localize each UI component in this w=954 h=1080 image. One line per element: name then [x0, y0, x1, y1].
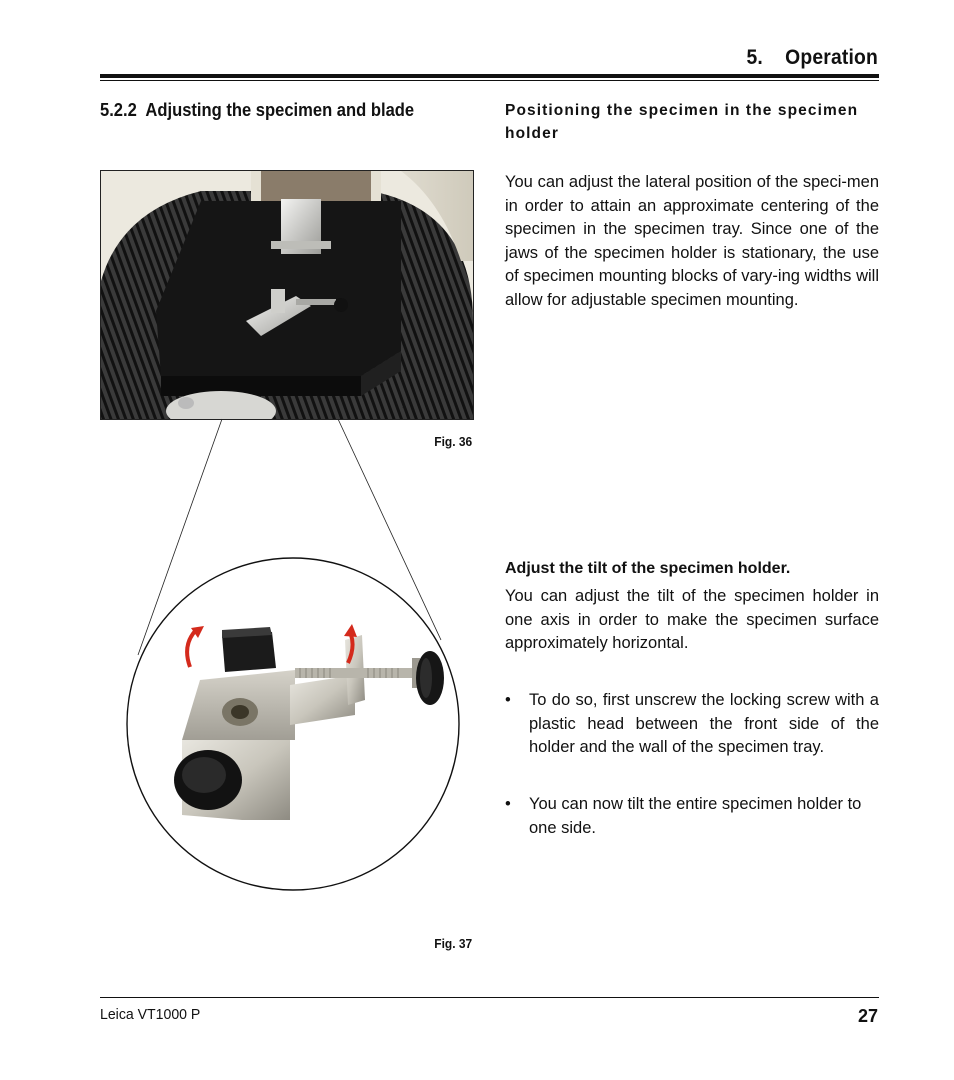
- figure-37-photo: [100, 470, 480, 900]
- bullet-item-1: [505, 689, 879, 760]
- figure-36-label: Fig. 36: [434, 434, 472, 449]
- tilt-section: [505, 557, 879, 580]
- footer-rule: [100, 997, 879, 998]
- bullet-text-1: To do so, first unscrew the locking screw with a plastic head between the front side of the holder and the wall of the specimen tray.: [529, 691, 879, 756]
- bullet-item-2: [505, 793, 879, 840]
- bullet-text-2: You can now tilt the entire specimen holder to one side.: [529, 795, 862, 837]
- tilt-paragraph-block: [505, 585, 879, 656]
- tilt-paragraph: You can adjust the tilt of the specimen holder in one axis in order to make the specimen surface approximately horizontal.: [505, 587, 879, 652]
- positioning-paragraph-block: [505, 171, 879, 312]
- footer-product-name: Leica VT1000 P: [100, 1006, 201, 1023]
- bullet-symbol: •: [505, 691, 511, 709]
- tilt-heading: Adjust the tilt of the specimen holder.: [505, 560, 791, 577]
- page-number: 27: [857, 1006, 878, 1026]
- positioning-heading: Positioning the specimen in the specimen holder: [505, 102, 859, 142]
- positioning-paragraph: You can adjust the lateral position of the speci-men in order to attain an approximate centering of the specimen in the specimen tray. Since one of the jaws of the specimen holder is stationary, the use of specimen mounting blocks of vary-ing widths will allow for adjustable specimen mounting.: [505, 173, 879, 309]
- section-title: 5.2.2 Adjusting the specimen and blade: [100, 100, 415, 120]
- bullet-symbol: •: [505, 795, 511, 813]
- chapter-title: 5. Operation: [746, 46, 878, 69]
- figure-37-label: Fig. 37: [434, 936, 472, 951]
- positioning-section: [505, 99, 879, 145]
- specimen-holder-closeup: [100, 470, 480, 900]
